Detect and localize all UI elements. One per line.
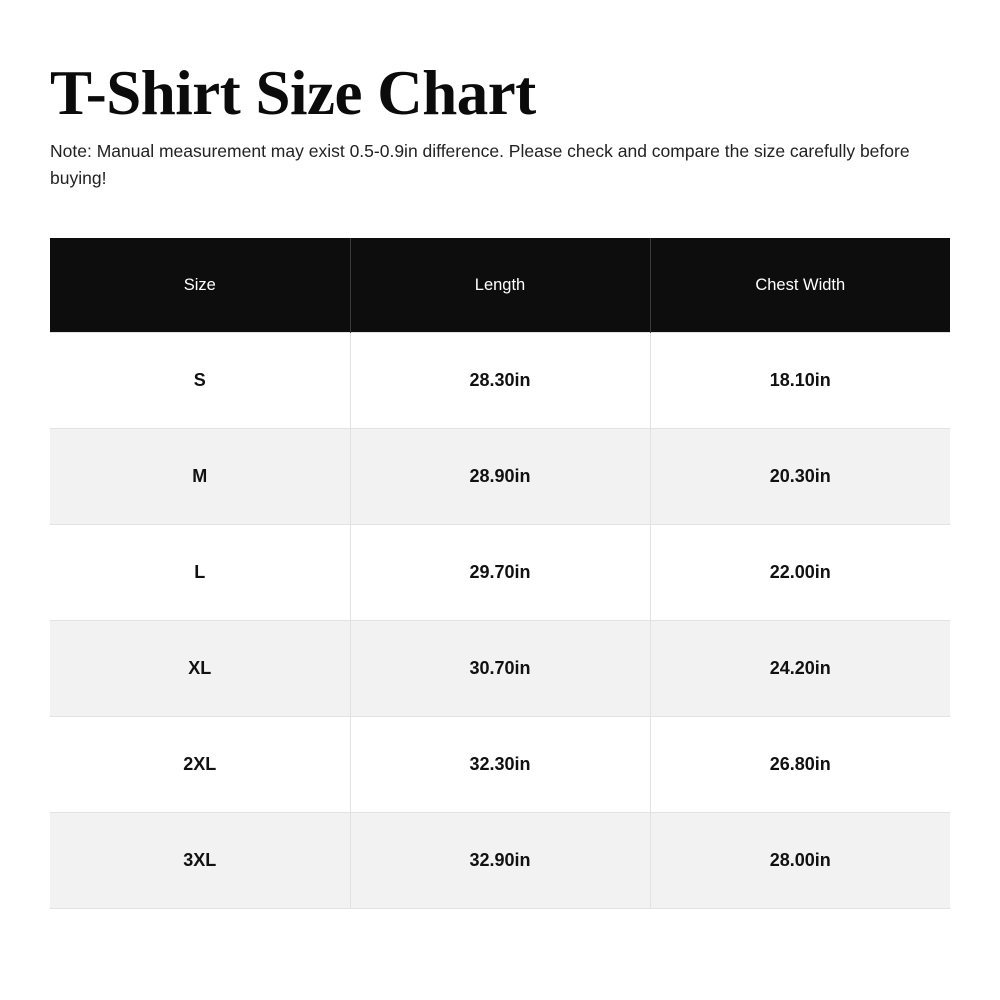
table-row xyxy=(50,333,950,429)
table-row xyxy=(50,525,950,621)
cell-size: 2XL xyxy=(50,717,350,813)
cell-length: 28.30in xyxy=(350,333,650,429)
table-row xyxy=(50,717,950,813)
cell-chest-width: 26.80in xyxy=(650,717,950,813)
cell-size: 3XL xyxy=(50,813,350,909)
size-chart-table xyxy=(50,238,950,909)
cell-size: M xyxy=(50,429,350,525)
cell-chest-width: 20.30in xyxy=(650,429,950,525)
table-row xyxy=(50,813,950,909)
cell-length: 28.90in xyxy=(350,429,650,525)
cell-chest-width: 18.10in xyxy=(650,333,950,429)
cell-size: L xyxy=(50,525,350,621)
table-header xyxy=(50,238,950,333)
column-header-length: Length xyxy=(350,238,650,333)
cell-length: 29.70in xyxy=(350,525,650,621)
table-row xyxy=(50,621,950,717)
cell-length: 32.90in xyxy=(350,813,650,909)
cell-chest-width: 24.20in xyxy=(650,621,950,717)
cell-chest-width: 22.00in xyxy=(650,525,950,621)
column-header-size: Size xyxy=(50,238,350,333)
measurement-note: Note: Manual measurement may exist 0.5-0.9in difference. Please check and compare the size carefully before buying! xyxy=(50,141,910,189)
size-chart-table-wrapper xyxy=(50,238,950,909)
cell-length: 30.70in xyxy=(350,621,650,717)
table-header-row xyxy=(50,238,950,333)
cell-length: 32.30in xyxy=(350,717,650,813)
table-body xyxy=(50,333,950,909)
column-header-chest-width: Chest Width xyxy=(650,238,950,333)
cell-size: XL xyxy=(50,621,350,717)
cell-size: S xyxy=(50,333,350,429)
cell-chest-width: 28.00in xyxy=(650,813,950,909)
page-title: T-Shirt Size Chart xyxy=(50,58,536,128)
table-row xyxy=(50,429,950,525)
